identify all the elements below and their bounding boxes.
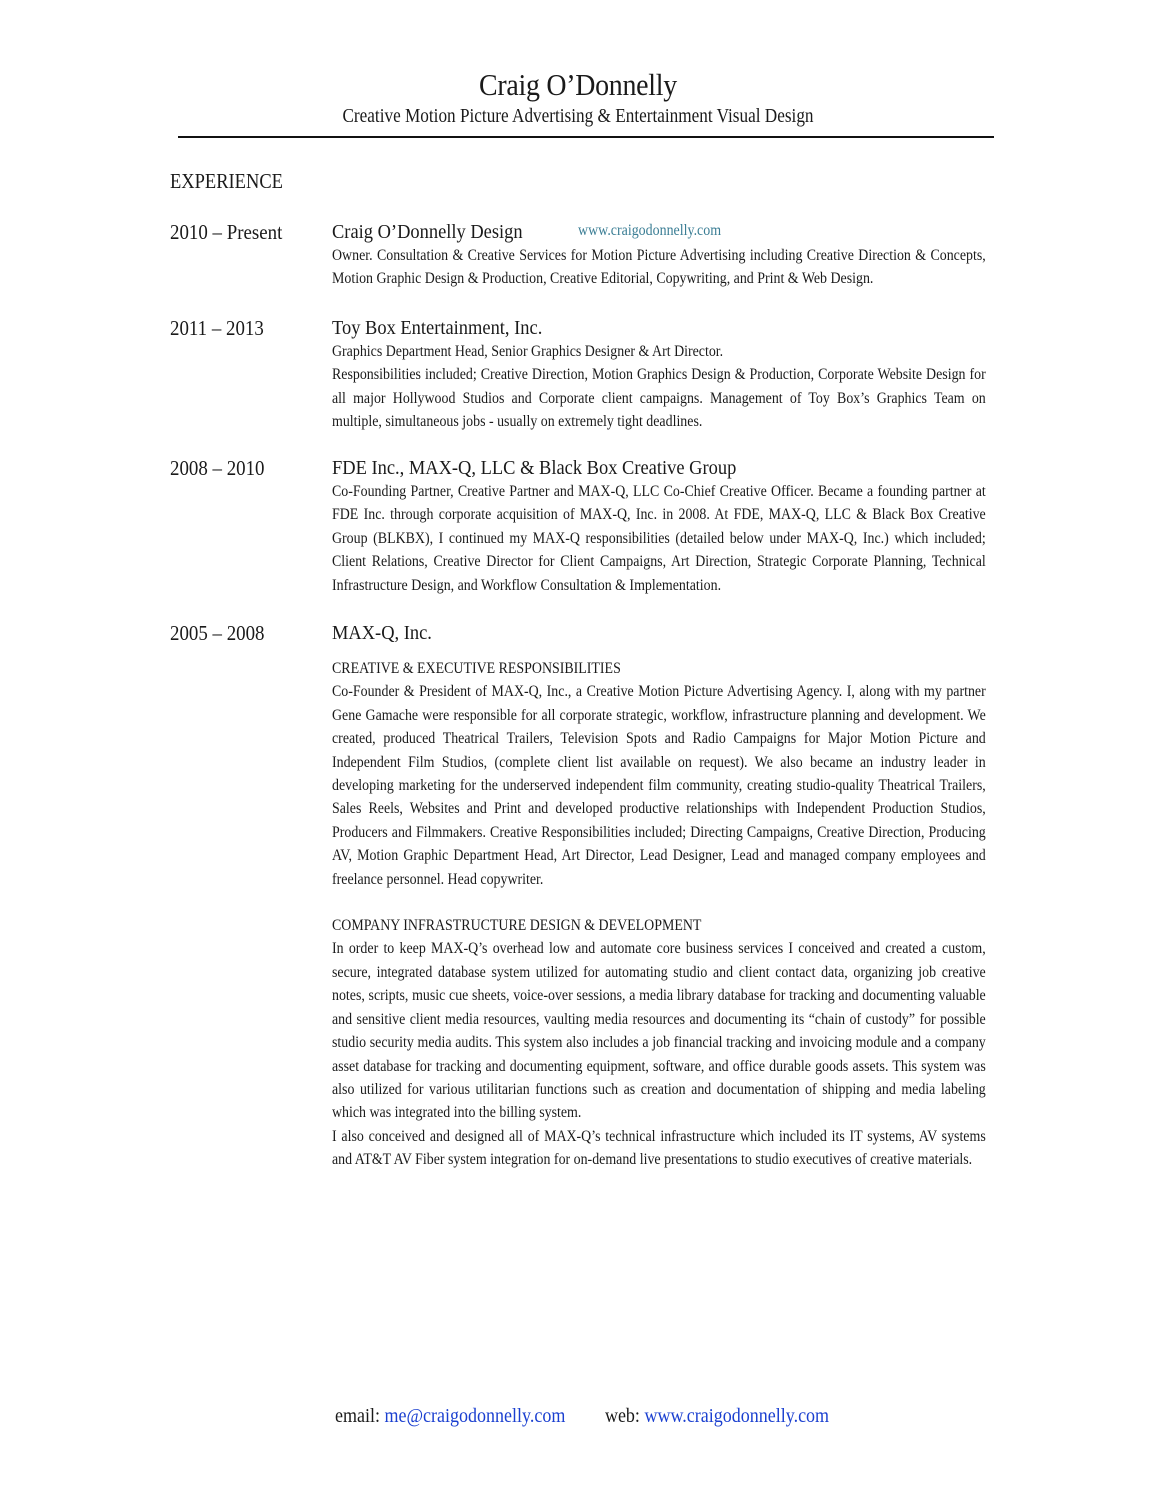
web-label: web:: [604, 1405, 640, 1427]
subsection-heading: CREATIVE & EXECUTIVE RESPONSIBILITIES: [332, 660, 621, 677]
email-link[interactable]: me@craigodonnelly.com: [384, 1405, 566, 1427]
company-website-link[interactable]: www.craigodonnelly.com: [578, 222, 722, 239]
subsection-paragraph: I also conceived and designed all of MAX-Q’s technical infrastructure which included its IT systems, AV systems and AT&T AV Fiber system integration for on-demand live presentations to studio executives of creative materials.: [332, 1127, 986, 1169]
entry-content: [332, 220, 986, 291]
contact-footer: [335, 1405, 829, 1428]
entry-content: [332, 316, 986, 434]
entry-description: Owner. Consultation & Creative Services for Motion Picture Advertising including Creative Direction & Concepts, Motion Graphic Design & Production, Creative Editorial, Copywriting, and Print & Web Design.: [332, 247, 986, 288]
resume-header: [0, 66, 1156, 128]
section-title-experience: EXPERIENCE: [170, 169, 283, 193]
entry-years: 2011 – 2013: [170, 316, 264, 340]
company-name: Craig O’Donnelly Design: [332, 221, 523, 243]
company-name: MAX-Q, Inc.: [332, 622, 432, 644]
entry-role: Graphics Department Head, Senior Graphics Designer & Art Director.: [332, 343, 724, 360]
tagline: Creative Motion Picture Advertising & Entertainment Visual Design: [342, 105, 814, 127]
entry-content: [332, 621, 986, 1172]
person-name: Craig O’Donnelly: [479, 67, 677, 102]
entry-years: 2008 – 2010: [170, 456, 265, 480]
entry-description: Co-Founding Partner, Creative Partner and MAX-Q, LLC Co-Chief Creative Officer. Became a founding partner at FDE Inc. through corporate acquisition of MAX-Q, Inc. in 2008. At FDE, MAX-Q, LLC & Black Box Creative Group (BLKBX), I continued my MAX-Q responsibilities (detailed below under MAX-Q, Inc.) which included; Client Relations, Creative Director for Client Campaigns, Art Direction, Strategic Corporate Planning, Technical Infrastructure Design, and Workflow Consultation & Implementation.: [332, 483, 986, 594]
entry-years: 2010 – Present: [170, 220, 283, 244]
entry-years: 2005 – 2008: [170, 621, 265, 645]
entry-content: [332, 456, 986, 597]
website-link[interactable]: www.craigodonnelly.com: [644, 1405, 830, 1427]
email-label: email:: [335, 1405, 380, 1427]
subsection-paragraph: Co-Founder & President of MAX-Q, Inc., a Creative Motion Picture Advertising Agency. I, along with my partner Gene Gamache were responsible for all corporate strategic, workflow, infrastructure planning and development. We created, produced Theatrical Trailers, Television Spots and Radio Campaigns for Major Motion Picture and Independent Film Studios, (complete client list available on request). We also became an industry leader in developing marketing for the underserved independent film community, creating studio-quality Theatrical Trailers, Sales Reels, Websites and Print and developed productive relationships with Independent Production Studios, Producers and Filmmakers. Creative Responsibilities included; Directing Campaigns, Creative Direction, Producing AV, Motion Graphic Department Head, Art Director, Lead Designer, Lead and managed company employees and freelance personnel. Head copywriter.: [332, 683, 986, 888]
subsection-heading: COMPANY INFRASTRUCTURE DESIGN & DEVELOPMENT: [332, 917, 702, 935]
subsection-paragraph: In order to keep MAX-Q’s overhead low and automate core business services I conceived and created a custom, secure, integrated database system utilized for automating studio and client contact data, organizing job creative notes, scripts, music cue sheets, voice-over sessions, a media library database for tracking and documenting valuable and sensitive client media resources, vaulting media resources and documenting its “chain of custody” for possible studio security media audits. This system also includes a job financial tracking and invoicing module and a company asset database for tracking and documenting equipment, software, and office durable goods assets. This system was also utilized for various utilitarian functions such as creation and documentation of shipping and media labeling which was integrated into the billing system.: [332, 940, 986, 1122]
entry-description: Responsibilities included; Creative Direction, Motion Graphics Design & Production, Corporate Website Design for all major Hollywood Studios and Corporate client campaigns. Management of Toy Box’s Graphics Team on multiple, simultaneous jobs - usually on extremely tight deadlines.: [332, 366, 986, 431]
company-name: Toy Box Entertainment, Inc.: [332, 317, 543, 339]
company-name: FDE Inc., MAX-Q, LLC & Black Box Creative Group: [332, 457, 737, 479]
header-divider: [178, 136, 994, 138]
